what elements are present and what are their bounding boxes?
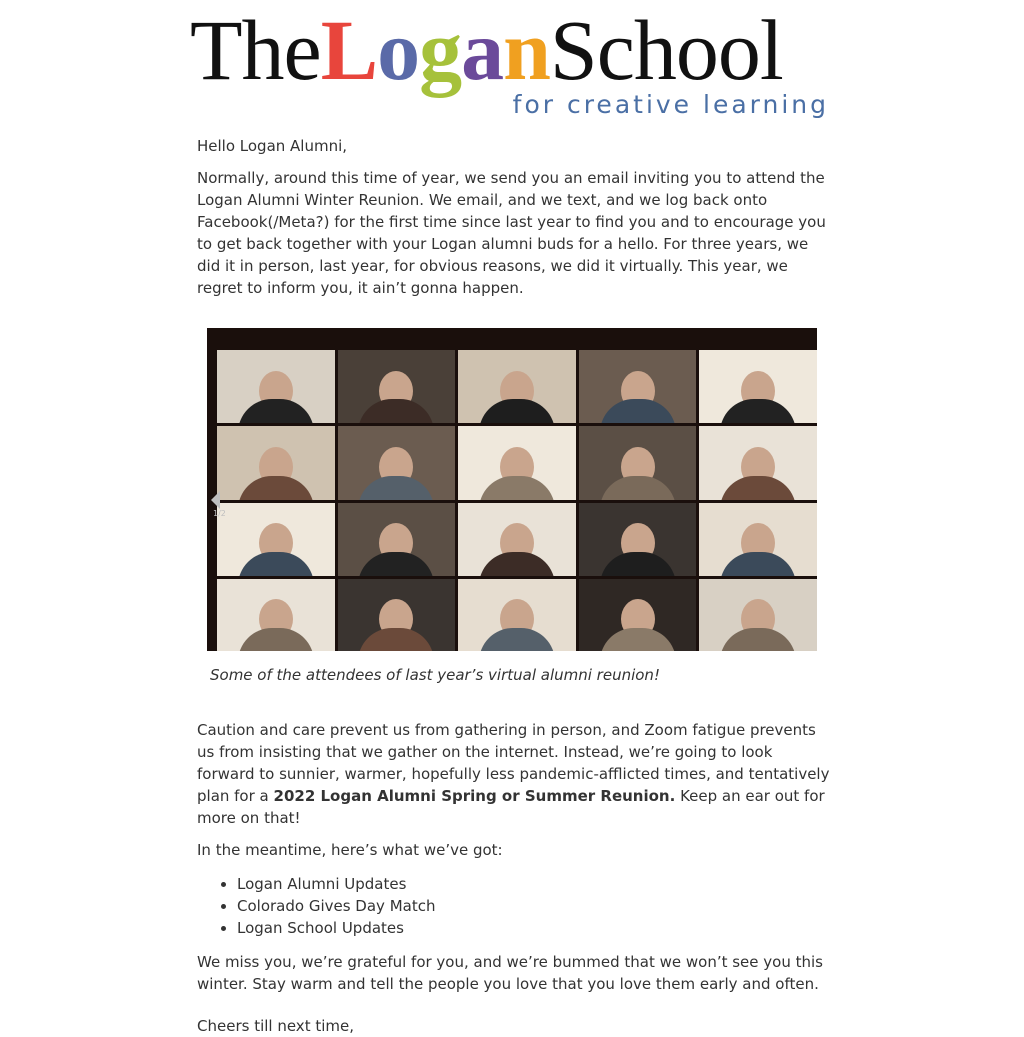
chevron-left-icon — [211, 491, 220, 509]
participant-body — [479, 476, 555, 500]
participant-tile — [699, 503, 817, 576]
participant-body — [600, 476, 676, 500]
participant-body — [479, 628, 555, 651]
participant-body — [479, 399, 555, 423]
logo-school: School — [549, 2, 783, 98]
logo-logan — [320, 2, 550, 98]
email-paragraph-meantime: In the meantime, here’s what we’ve got: — [197, 841, 503, 859]
logo-letter: L — [320, 2, 378, 98]
logo-wordmark — [190, 2, 783, 98]
participant-body — [600, 552, 676, 576]
participant-tile — [338, 426, 456, 499]
email-greeting: Hello Logan Alumni, — [197, 137, 348, 155]
reunion-zoom-photo — [207, 328, 817, 651]
participant-body — [358, 476, 434, 500]
participant-tile — [458, 503, 576, 576]
contents-list — [197, 873, 837, 939]
email-paragraph-intro: Normally, around this time of year, we send you an email inviting you to attend the Logan Alumni Winter Reunion. We email, and we text, and we log back onto Facebook(/Meta?) for the first time since last year to find you and to encourage you to get back together with your Logan alumni buds for a hello. For three years, we did it in person, last year, for obvious reasons, we did it virtually. This year, we regret to inform you, it ain’t gonna happen. — [197, 169, 826, 297]
gallery-page-indicator: 1/2 — [213, 509, 226, 518]
participant-tile — [338, 579, 456, 651]
paragraph-text: Caution and care prevent us from gathering in person, and Zoom fatigue prevents us from insisting that we gather on the internet. Instead, we’re going to look forward to sunnier, warmer, hopefully less pandemic-afflicted times, and tentatively plan for a — [197, 721, 830, 805]
participant-tile — [458, 579, 576, 651]
logo-letter: a — [461, 2, 504, 98]
participant-tile — [579, 426, 697, 499]
list-item: • Logan School Updates — [237, 917, 837, 939]
participant-body — [720, 399, 796, 423]
participant-body — [238, 552, 314, 576]
logan-school-logo[interactable] — [190, 2, 835, 124]
logo-letter: g — [419, 2, 462, 98]
participant-tile — [338, 503, 456, 576]
zoom-participant-grid — [217, 350, 817, 651]
logo-letter: o — [377, 2, 420, 98]
participant-body — [600, 628, 676, 651]
participant-tile — [217, 350, 335, 423]
participant-body — [720, 552, 796, 576]
participant-body — [358, 628, 434, 651]
participant-tile — [579, 579, 697, 651]
participant-body — [720, 628, 796, 651]
email-paragraph-caution — [197, 719, 833, 829]
participant-body — [238, 476, 314, 500]
logo-tagline: for creative learning — [512, 90, 829, 119]
participant-tile — [579, 350, 697, 423]
email-paragraph-closing: We miss you, we’re grateful for you, and we’re bummed that we won’t see you this winter. Stay warm and tell the people you love that you love them early and often. — [197, 953, 823, 993]
participant-tile — [217, 579, 335, 651]
participant-body — [358, 552, 434, 576]
participant-body — [238, 628, 314, 651]
participant-body — [238, 399, 314, 423]
list-item: • Colorado Gives Day Match — [237, 895, 837, 917]
email-signoff: Cheers till next time, — [197, 1017, 354, 1035]
participant-body — [720, 476, 796, 500]
participant-tile — [699, 426, 817, 499]
list-item: • Logan Alumni Updates — [237, 873, 837, 895]
participant-tile — [699, 350, 817, 423]
paragraph-text: Keep an ear out for more on that! — [197, 787, 825, 827]
participant-tile — [338, 350, 456, 423]
participant-body — [358, 399, 434, 423]
reunion-announcement: 2022 Logan Alumni Spring or Summer Reunion. — [273, 787, 676, 805]
participant-tile — [217, 426, 335, 499]
participant-tile — [579, 503, 697, 576]
participant-tile — [458, 350, 576, 423]
participant-tile — [699, 579, 817, 651]
participant-tile — [458, 426, 576, 499]
logo-letter: n — [503, 2, 550, 98]
logo-the: The — [190, 2, 321, 98]
photo-caption: Some of the attendees of last year’s virtual alumni reunion! — [210, 666, 660, 684]
participant-tile — [217, 503, 335, 576]
participant-body — [479, 552, 555, 576]
participant-body — [600, 399, 676, 423]
